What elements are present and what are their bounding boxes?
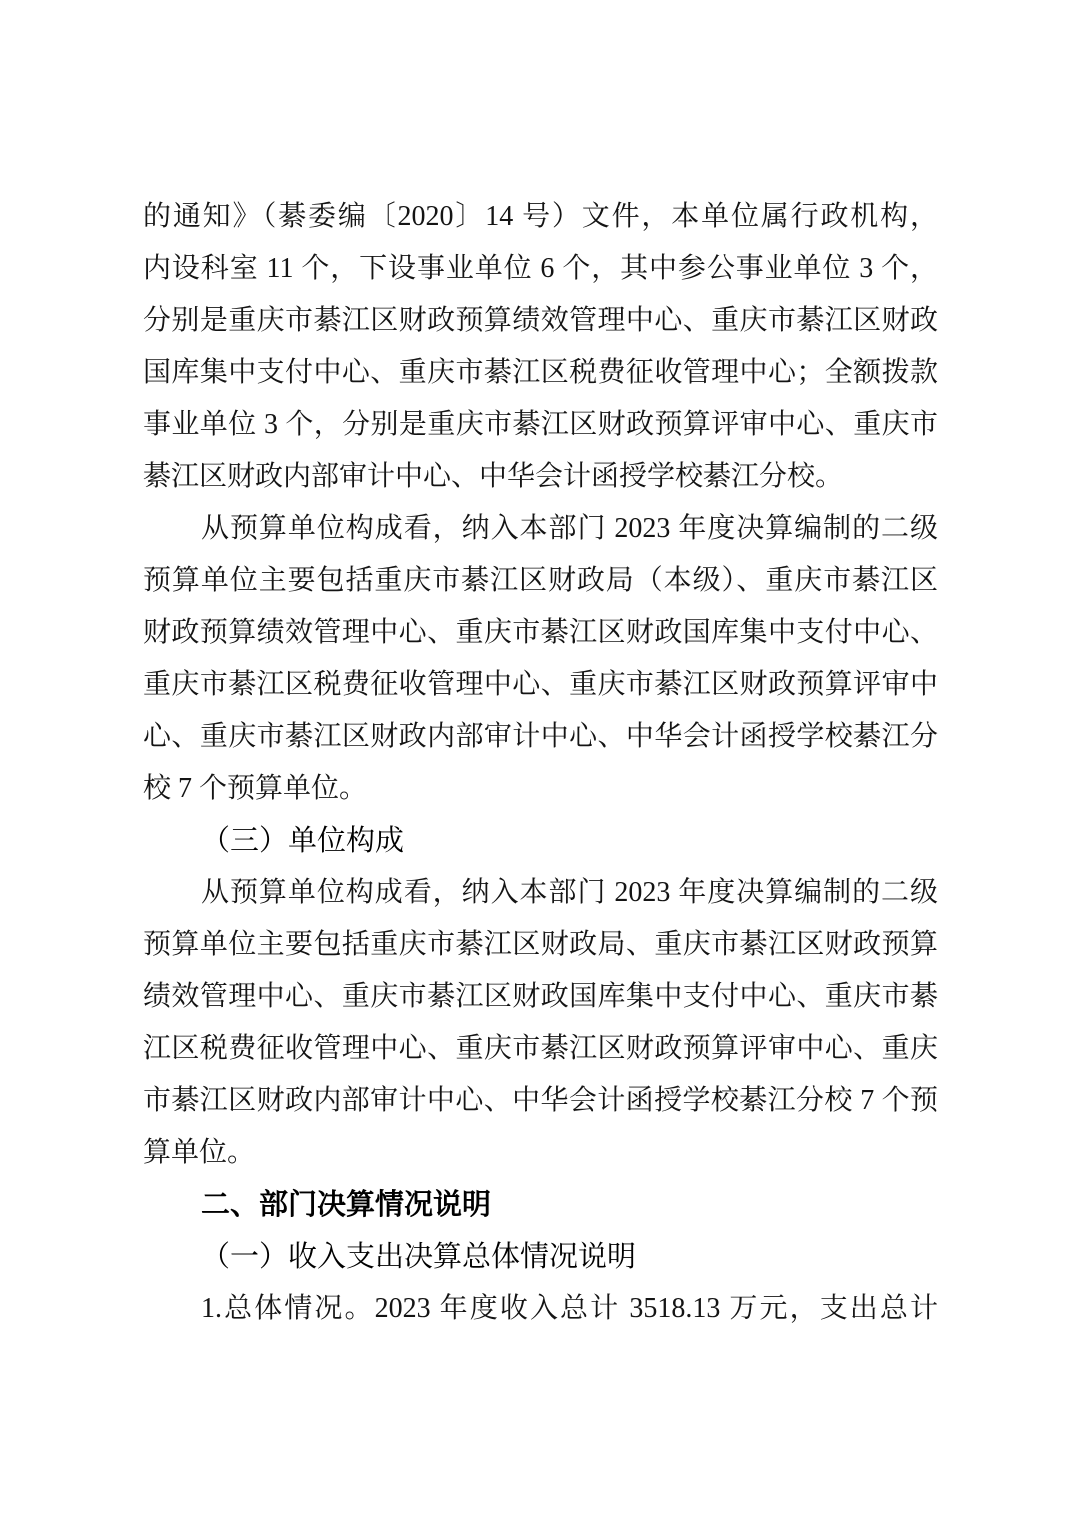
paragraph-text-line: 分别是重庆市綦江区财政预算绩效管理中心、重庆市綦江区财政 bbox=[143, 305, 938, 336]
paragraph-text-line: 从预算单位构成看，纳入本部门 2023 年度决算编制的二级 bbox=[201, 513, 938, 544]
paragraph-text-line: 的通知》（綦委编〔2020〕14 号）文件，本单位属行政机构， bbox=[143, 201, 938, 232]
paragraph-text-line: 预算单位主要包括重庆市綦江区财政局（本级）、重庆市綦江区 bbox=[143, 565, 938, 596]
paragraph-text-line: 绩效管理中心、重庆市綦江区财政国库集中支付中心、重庆市綦 bbox=[143, 981, 938, 1012]
paragraph-text-line: 财政预算绩效管理中心、重庆市綦江区财政国库集中支付中心、 bbox=[143, 617, 938, 648]
paragraph-text-line: 算单位。 bbox=[143, 1137, 256, 1168]
subsection-heading: （一）收入支出决算总体情况说明 bbox=[201, 1241, 637, 1273]
paragraph-text-line: 内设科室 11 个，下设事业单位 6 个，其中参公事业单位 3 个， bbox=[143, 253, 938, 284]
paragraph-text-line: 1.总体情况。2023 年度收入总计 3518.13 万元，支出总计 bbox=[201, 1293, 938, 1324]
paragraph-text-line: 重庆市綦江区税费征收管理中心、重庆市綦江区财政预算评审中 bbox=[143, 669, 938, 700]
paragraph-text-line: 綦江区财政内部审计中心、中华会计函授学校綦江分校。 bbox=[143, 461, 844, 492]
paragraph-text-line: 预算单位主要包括重庆市綦江区财政局、重庆市綦江区财政预算 bbox=[143, 929, 938, 960]
paragraph-text-line: 校 7 个预算单位。 bbox=[143, 773, 368, 804]
section-heading: 二、部门决算情况说明 bbox=[201, 1189, 492, 1221]
paragraph-text-line: 事业单位 3 个，分别是重庆市綦江区财政预算评审中心、重庆市 bbox=[143, 409, 938, 440]
paragraph-text-line: 从预算单位构成看，纳入本部门 2023 年度决算编制的二级 bbox=[201, 877, 938, 908]
paragraph-text-line: 心、重庆市綦江区财政内部审计中心、中华会计函授学校綦江分 bbox=[143, 721, 938, 752]
paragraph-text-line: 市綦江区财政内部审计中心、中华会计函授学校綦江分校 7 个预 bbox=[143, 1085, 938, 1116]
paragraph-text-line: 国库集中支付中心、重庆市綦江区税费征收管理中心；全额拨款 bbox=[143, 357, 938, 388]
document-text-block bbox=[143, 191, 938, 1335]
paragraph-text-line: 江区税费征收管理中心、重庆市綦江区财政预算评审中心、重庆 bbox=[143, 1033, 938, 1064]
subsection-heading: （三）单位构成 bbox=[201, 825, 405, 857]
